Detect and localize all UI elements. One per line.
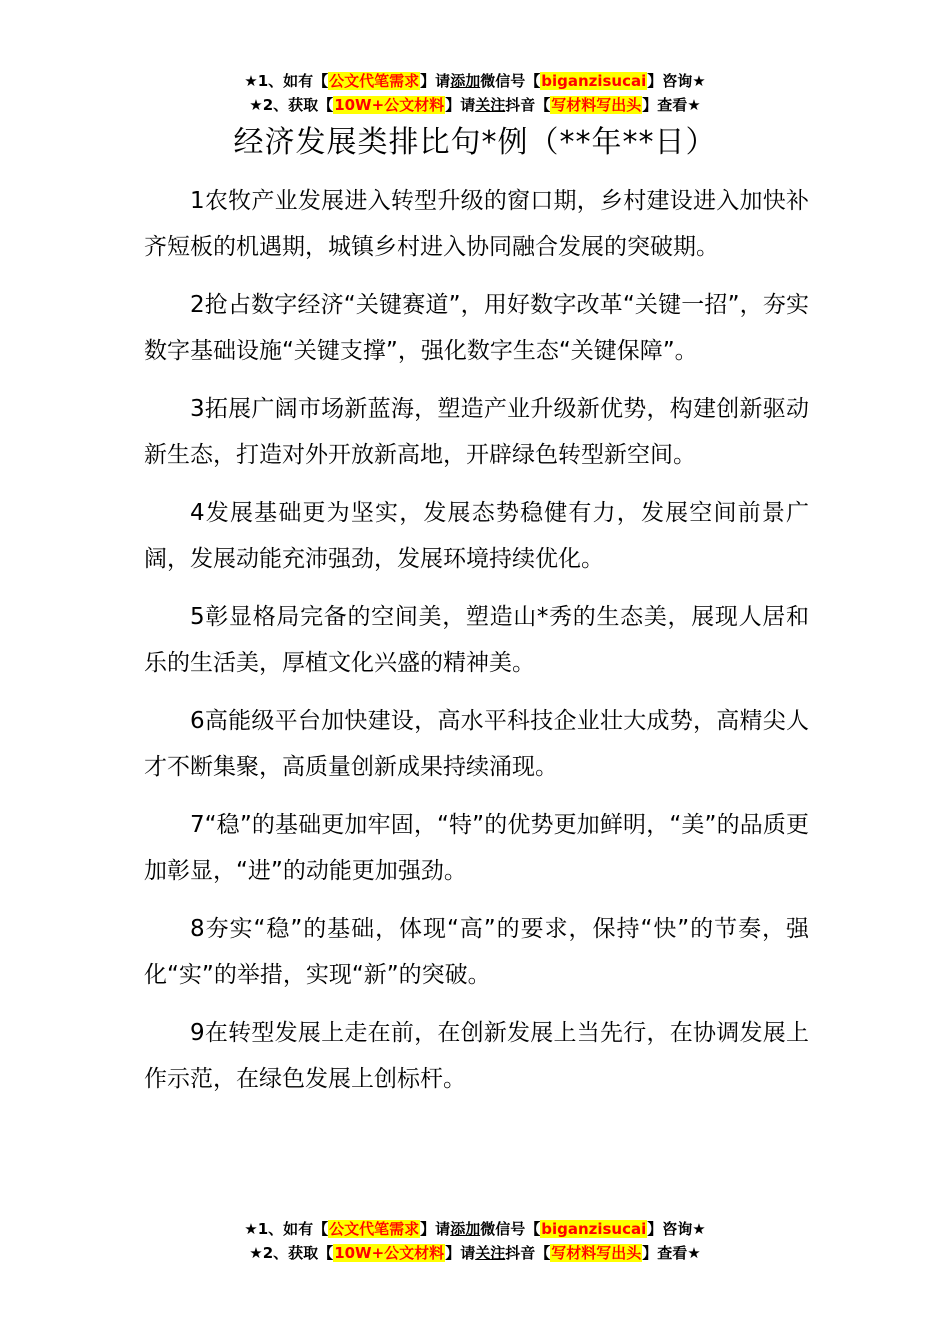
banner-text: 1、如有【: [257, 72, 329, 90]
banner-text: 】请: [420, 72, 451, 90]
highlight-wechat-id: biganzisucai: [541, 72, 647, 90]
banner-emphasis: 关注: [475, 1244, 506, 1262]
banner-line-2: [0, 1242, 950, 1266]
banner-text: 2、获取【: [262, 1244, 334, 1262]
banner-line-1: [0, 70, 950, 94]
banner-text: 】请: [445, 96, 476, 114]
header-banner: [0, 70, 950, 118]
highlight-douyin-account: 写材料写出头: [551, 96, 642, 114]
highlight-materials: 10W+公文材料: [334, 1244, 445, 1262]
paragraph: 3拓展广阔市场新蓝海，塑造产业升级新优势，构建创新驱动新生态，打造对外开放新高地，开辟绿色转型新空间。: [144, 396, 809, 468]
banner-text: 抖音【: [505, 1244, 551, 1262]
star-icon: ★: [244, 72, 258, 90]
document-title: 经济发展类排比句*例（**年**日）: [233, 125, 717, 160]
banner-emphasis: 关注: [475, 96, 506, 114]
paragraph: 5彰显格局完备的空间美，塑造山*秀的生态美，展现人居和乐的生活美，厚植文化兴盛的精神美。: [144, 604, 809, 676]
star-icon: ★: [249, 96, 263, 114]
paragraph: 6高能级平台加快建设，高水平科技企业壮大成势，高精尖人才不断集聚，高质量创新成果持续涌现。: [144, 708, 809, 780]
banner-text: 】咨询★: [647, 72, 706, 90]
paragraph: 7“稳”的基础更加牢固，“特”的优势更加鲜明，“美”的品质更加彰显，“进”的动能更加强劲。: [144, 812, 809, 884]
paragraph: 2抢占数字经济“关键赛道”，用好数字改革“关键一招”，夯实数字基础设施“关键支撑”，强化数字生态“关键保障”。: [144, 292, 809, 364]
paragraph: 1农牧产业发展进入转型升级的窗口期，乡村建设进入加快补齐短板的机遇期，城镇乡村进入协同融合发展的突破期。: [144, 188, 809, 260]
banner-text: 】请: [420, 1220, 451, 1238]
highlight-wechat-id: biganzisucai: [541, 1220, 647, 1238]
footer-banner: [0, 1218, 950, 1266]
banner-text: 】查看★: [642, 96, 701, 114]
banner-text: 抖音【: [505, 96, 551, 114]
banner-text: 】查看★: [642, 1244, 701, 1262]
banner-text: 】咨询★: [647, 1220, 706, 1238]
banner-line-2: [0, 94, 950, 118]
star-icon: ★: [244, 1220, 258, 1238]
banner-text: 微信号【: [480, 72, 541, 90]
paragraph: 8夯实“稳”的基础，体现“高”的要求，保持“快”的节奏，强化“实”的举措，实现“新”的突破。: [144, 916, 809, 988]
highlight-service: 公文代笔需求: [329, 1220, 420, 1238]
banner-emphasis: 添加: [450, 1220, 481, 1238]
banner-text: 1、如有【: [257, 1220, 329, 1238]
highlight-materials: 10W+公文材料: [334, 96, 445, 114]
highlight-douyin-account: 写材料写出头: [551, 1244, 642, 1262]
highlight-service: 公文代笔需求: [329, 72, 420, 90]
banner-emphasis: 添加: [450, 72, 481, 90]
star-icon: ★: [249, 1244, 263, 1262]
banner-text: 微信号【: [480, 1220, 541, 1238]
banner-line-1: [0, 1218, 950, 1242]
document-body: [144, 178, 809, 1114]
paragraph: 4发展基础更为坚实，发展态势稳健有力，发展空间前景广阔，发展动能充沛强劲，发展环境持续优化。: [144, 500, 809, 572]
banner-text: 】请: [445, 1244, 476, 1262]
paragraph: 9在转型发展上走在前，在创新发展上当先行，在协调发展上作示范，在绿色发展上创标杆。: [144, 1020, 809, 1092]
banner-text: 2、获取【: [262, 96, 334, 114]
